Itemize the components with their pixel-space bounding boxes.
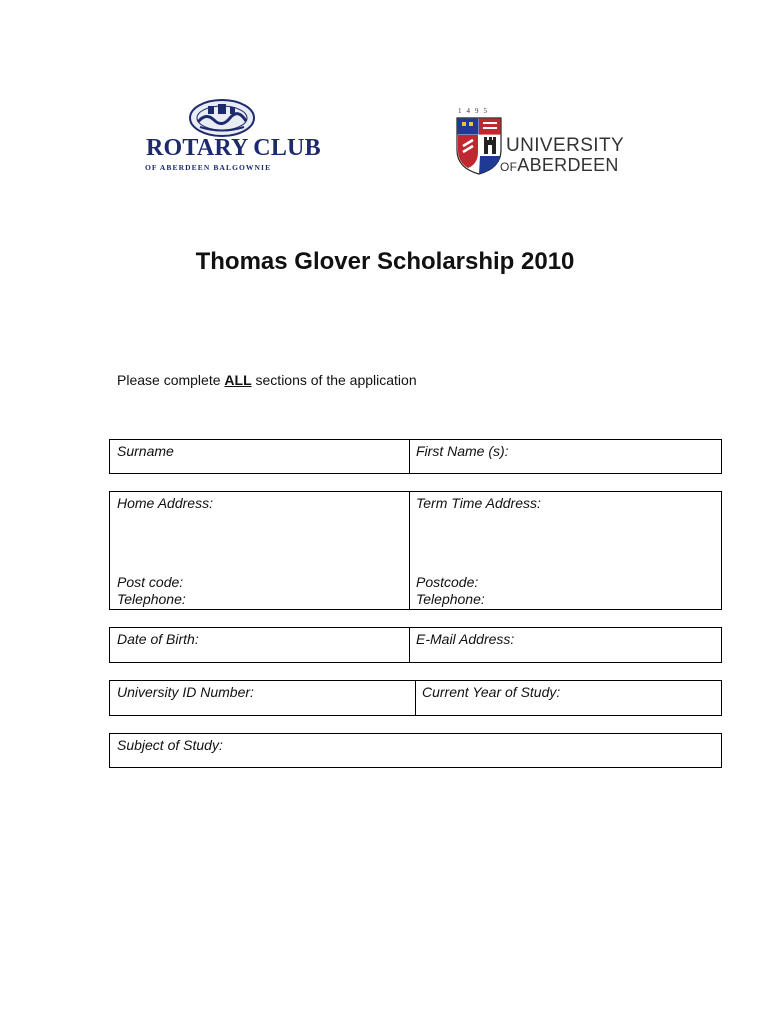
aberdeen-word: ABERDEEN (517, 155, 619, 175)
rotary-club-subtitle: OF ABERDEEN BALGOWNIE (145, 163, 272, 172)
rotary-word: ROTARY (146, 135, 249, 161)
home-postcode-label: Post code: (117, 574, 184, 590)
surname-label: Surname (117, 443, 174, 459)
name-row (109, 439, 722, 474)
email-label: E-Mail Address: (416, 631, 515, 647)
rotary-club-logo (140, 98, 321, 178)
page-title: Thomas Glover Scholarship 2010 (195, 248, 575, 275)
university-wordmark-line2 (500, 155, 619, 176)
contact-row (109, 627, 722, 663)
university-year: 1495 (458, 107, 492, 115)
home-telephone-label: Telephone: (117, 591, 186, 607)
date-of-birth-label: Date of Birth: (117, 631, 199, 647)
year-of-study-label: Current Year of Study: (422, 684, 561, 700)
year-of-study-field[interactable] (415, 681, 721, 715)
home-address-field[interactable] (110, 492, 410, 609)
term-address-label: Term Time Address: (416, 495, 541, 511)
instructions (117, 372, 417, 388)
home-address-label: Home Address: (117, 495, 213, 511)
university-id-label: University ID Number: (117, 684, 254, 700)
club-word: CLUB (253, 135, 321, 161)
rotary-club-wordmark (146, 135, 321, 162)
university-wordmark-line1: UNIVERSITY (506, 135, 625, 156)
rotary-emblem-icon (188, 98, 256, 138)
first-name-field[interactable] (409, 440, 721, 473)
subject-of-study-field[interactable] (110, 734, 721, 767)
instruction-emphasis: ALL (224, 372, 252, 388)
term-postcode-label: Postcode: (416, 574, 479, 590)
of-word: OF (500, 160, 518, 174)
study-row (109, 680, 722, 716)
email-field[interactable] (409, 628, 721, 662)
instruction-text-after: sections of the application (251, 372, 417, 388)
university-of-aberdeen-logo (455, 107, 645, 179)
instruction-text-before: Please complete (117, 372, 225, 388)
university-crest-icon (455, 116, 503, 176)
address-row (109, 491, 722, 610)
subject-row (109, 733, 722, 768)
date-of-birth-field[interactable] (110, 628, 410, 662)
subject-of-study-label: Subject of Study: (117, 737, 223, 753)
term-telephone-label: Telephone: (416, 591, 485, 607)
surname-field[interactable] (110, 440, 410, 473)
term-address-field[interactable] (409, 492, 721, 609)
first-name-label: First Name (s): (416, 443, 509, 459)
university-id-field[interactable] (110, 681, 416, 715)
